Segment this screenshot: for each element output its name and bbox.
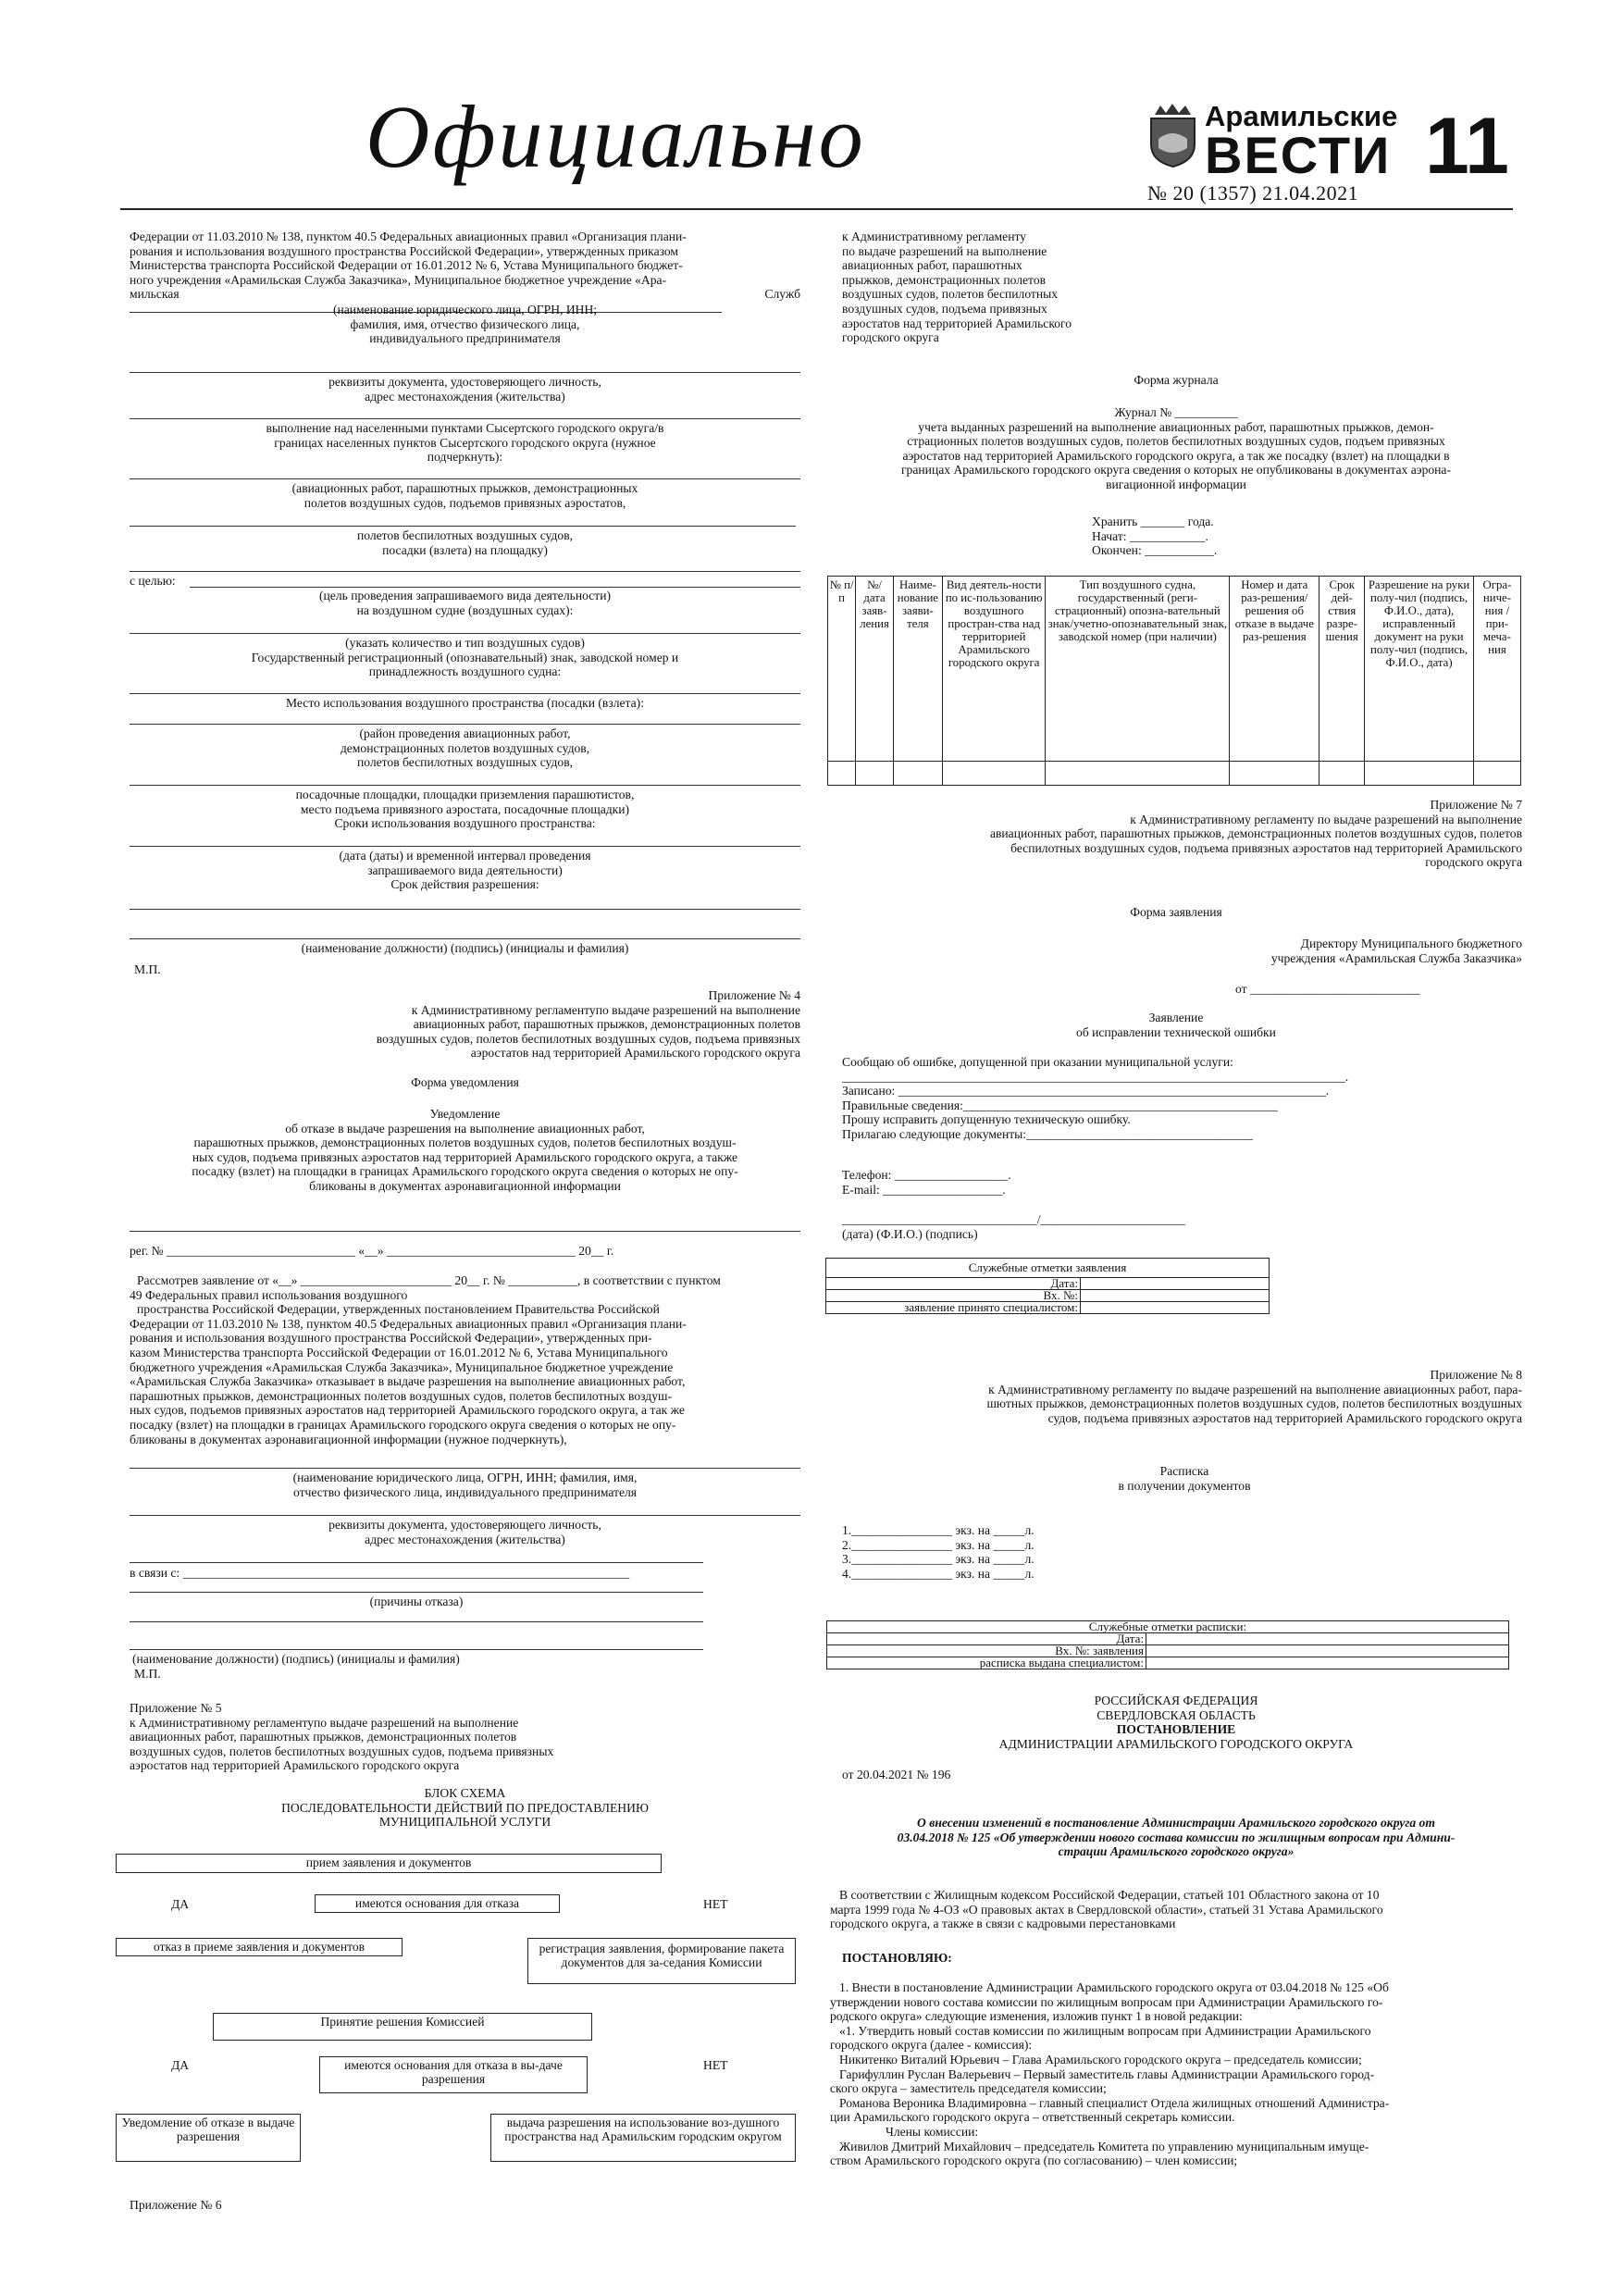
flow-receive: прием заявления и документов bbox=[116, 1854, 662, 1873]
brand-main: ВЕСТИ bbox=[1205, 126, 1392, 184]
issue-number: № 20 (1357) 21.04.2021 bbox=[1147, 181, 1359, 205]
flow-notice-refusal: Уведомление об отказе в выдаче разрешения bbox=[116, 2114, 301, 2162]
coat-of-arms-icon bbox=[1147, 102, 1198, 168]
receipt-rows: 1.________________ экз. на _____л. 2.________________ экз. на _____л. 3.________________ экз. на _____л. 4.________________ экз. на _____л. bbox=[842, 1523, 1035, 1581]
decree-preamble: В соответствии с Жилищным кодексом Российской Федерации, статьей 101 Областного закона от 10 марта 1999 года № 4-ОЗ «О правовых актах в Свердловской области», статьей 31 Устава Арамильского городского округа, а также в связи с кадровыми перестановками bbox=[830, 1888, 1383, 1931]
stamp-mark: М.П. bbox=[134, 962, 161, 976]
field-area: (район проведения авиационных работ, демонстрационных полетов воздушных судов, полетов беспилотных воздушных судов, bbox=[340, 726, 590, 770]
purpose-label: с целью: bbox=[130, 574, 176, 588]
journal-header-row: № п/п №/ дата заяв-ления Наиме-нование заяви-теля Вид деятель-ности по ис-пользованию воздушного простран-ства над территорией Арамильского городского округа Тип воздушного судна, государственный (реги-страционный) опозна-вательный знак/учетно-опознавательный знак, заводской номер (при наличии) Номер и дата раз-решения/ решения об отказе в выдаче раз-решения Срок дей-ствия разре-шения Разрешение на руки полу-чил (подпись, Ф.И.О., дата), исправленный документ на руки полу-чил (подпись, Ф.И.О., дата) Огра-ниче-ния /при-меча-ния bbox=[828, 577, 1521, 762]
field-applicant: (наименование юридического лица, ОГРН, ИНН; фамилия, имя, отчество физического лица, индивидуального предпринимателя bbox=[332, 303, 598, 346]
journal-form-label: Форма журнала bbox=[1134, 373, 1219, 387]
journal-table bbox=[827, 576, 1521, 786]
reasons-caption: (причины отказа) bbox=[369, 1595, 464, 1608]
notice-form-label: Форма уведомления bbox=[411, 1075, 519, 1089]
field-aircraft: (указать количество и тип воздушных судов) Государственный регистрационный (опознавательный) знак, заводской номер и принадлежность воздушного судна: bbox=[251, 636, 679, 679]
resolve-label: ПОСТАНОВЛЯЮ: bbox=[842, 1951, 952, 1965]
flow-issue-permit: выдача разрешения на использование воз-душного пространства над Арамильским городским округом bbox=[490, 2114, 796, 2162]
flow-decision: Принятие решения Комиссией bbox=[213, 2013, 592, 2041]
appendix-4: Приложение № 4 к Административному регламентупо выдаче разрешений на выполнение авиационных работ, парашютных прыжков, демонстрационных полетов воздушных судов, полетов беспилотных воздушных судов, подъема привязных аэростатов над территорией Арамильского городского округа bbox=[376, 988, 800, 1061]
reg-line: рег. № ______________________________ «__» ______________________________ 20__ г. bbox=[130, 1244, 614, 1258]
appendix-journal-ref: к Административному регламенту по выдаче разрешений на выполнение авиационных работ, парашютных прыжков, демонстрационных полетов воздушных судов, полетов беспилотных воздушных судов, подъема привязных аэростатов над территорией Арамильского городского округа bbox=[842, 230, 1072, 345]
contacts: Телефон: __________________. E-mail: ___________________. bbox=[842, 1168, 1011, 1197]
service-marks-table: Служебные отметки заявления Дата: Вх. №: заявление принято специалистом: bbox=[825, 1258, 1270, 1314]
statement-body: Сообщаю об ошибке, допущенной при оказании муниципальной услуги: ________________________________________________________________________________. Записано: ____________________________________________________________________. Правильные сведения:__________________________________________________ Прошу исправить допущенную техническую ошибку. Прилагаю следующие документы:____________________________________ bbox=[842, 1055, 1349, 1141]
journal-keep: Хранить _______ года. Начат: ____________. Окончен: ___________. bbox=[1092, 515, 1218, 558]
decree-title: О внесении изменений в постановление Администрации Арамильского городского округа от 03.04.2018 № 125 «Об утверждении нового состава комиссии по жилищным вопросам при Админи- страции Арамильского городского округа» bbox=[897, 1816, 1456, 1859]
intro-text: Федерации от 11.03.2010 № 138, пунктом 40.5 Федеральных авиационных правил «Организация плани- рования и использования воздушного пространства Российской Федерации», утвержденных приказом Министерства транспорта Российской Федерации от 16.01.2012 № 6, Устава Муниципального бюджет- ного учреждения «Арамильская Служба Заказчика», Муниципальное бюджетное учреждение «Ара- мильская Служб bbox=[130, 230, 800, 316]
field-signature: (наименование должности) (подпись) (инициалы и фамилия) bbox=[301, 941, 629, 955]
receipt-title: Расписка в получении документов bbox=[1118, 1464, 1251, 1493]
flow-no-2: НЕТ bbox=[703, 2058, 728, 2072]
appendix-8: Приложение № 8 к Административному регламенту по выдаче разрешений на выполнение авиационных работ, пара- шютных прыжков, демонстрационных полетов воздушных судов, полетов беспилотных воздушных судов, подъема привязных аэростатов над территорией Арамильского городского округа bbox=[986, 1368, 1522, 1425]
notice-body: Рассмотрев заявление от «__» ________________________ 20__ г. № ___________, в соответствии с пунктом 49 Федеральных правил использования воздушного пространства Российской Федерации, утвержденных постановлением Правительства Российской Федерации от 11.03.2010 № 138, пунктом 40.5 Федеральных авиационных правил «Организация плани- рования и использования воздушного пространства Российской Федерации», утвержденных при- казом Министерства транспорта Российской Федерации от 16.01.2012 № 6, Устава Муниципального бюджетного учреждения «Арамильская Служба Заказчика», Муниципальное бюджетное учреждение «Арамильская Служба Заказчика» отказывает в выдаче разрешения на выполнение авиационных работ, парашютных прыжков, демонстрационных полетов воздушных судов, полетов беспилотных воздуш- ных судов, подъемов привязных аэростатов над территорией Арамильского городского округа, а так же посадку (взлет) на площадки в границах Арамильского городского округа сведения о которых не опу- бликованы в документах аэронавигационной информации (нужное подчеркнуть), bbox=[130, 1273, 721, 1446]
receipt-marks-table: Служебные отметки расписки: Дата: Вх. №: заявления расписка выдана специалистом: bbox=[826, 1620, 1509, 1669]
section-title: Официально bbox=[365, 87, 866, 186]
field-works: (авиационных работ, парашютных прыжков, демонстрационных полетов воздушных судов, подъемов привязных аэростатов, bbox=[291, 481, 638, 510]
stamp-mark-2: М.П. bbox=[134, 1667, 161, 1681]
notice-signature: (наименование должности) (подпись) (инициалы и фамилия) bbox=[132, 1652, 460, 1666]
flow-yes-2: ДА bbox=[171, 2058, 190, 2072]
header-rule bbox=[120, 208, 1513, 210]
flow-refuse-accept: отказ в приеме заявления и документов bbox=[116, 1938, 403, 1956]
field-bvs: полетов беспилотных воздушных судов, посадки (взлета) на площадку) bbox=[356, 528, 574, 557]
field-dates: (дата (даты) и временной интервал проведения запрашиваемого вида деятельности) Срок действия разрешения: bbox=[339, 849, 591, 892]
signature-line: _______________________________/_______________________ bbox=[842, 1212, 1185, 1226]
addressee: Директору Муниципального бюджетного учреждения «Арамильская Служба Заказчика» bbox=[1270, 937, 1522, 965]
flow-yes: ДА bbox=[171, 1897, 190, 1911]
journal-empty-row bbox=[828, 762, 1521, 786]
field-identity: реквизиты документа, удостоверяющего личность, адрес местонахождения (жительства) bbox=[328, 375, 601, 403]
flow-grounds: имеются основания для отказа bbox=[315, 1894, 560, 1913]
from-line: от ___________________________ bbox=[1235, 982, 1420, 996]
notice-field-identity: реквизиты документа, удостоверяющего личность, адрес местонахождения (жительства) bbox=[328, 1518, 601, 1546]
field-place: Место использования воздушного пространства (посадки (взлета): bbox=[286, 696, 644, 710]
brand-top: Арамильские bbox=[1205, 100, 1398, 132]
notice-title: Уведомление об отказе в выдаче разрешения на выполнение авиационных работ, парашютных прыжков, демонстрационных полетов воздушных судов, полетов беспилотных воздуш- ных судов, подъема привязных аэростатов над территорией Арамильского городского округа, а также посадку (взлет) на площадки в границах Арамильского городского округа сведения о которых не опу- бликованы в документах аэронавигационной информации bbox=[192, 1107, 738, 1193]
flow-no: НЕТ bbox=[703, 1897, 728, 1911]
page-number: 11 bbox=[1425, 102, 1509, 191]
appendix-5: Приложение № 5 к Административному регламентупо выдаче разрешений на выполнение авиационных работ, парашютных прыжков, демонстрационных полетов воздушных судов, полетов беспилотных воздушных судов, подъема привязных аэростатов над территорией Арамильского городского округа bbox=[130, 1701, 554, 1773]
flow-register: регистрация заявления, формирование пакета документов для за-седания Комиссии bbox=[527, 1938, 796, 1984]
field-over-settlements: выполнение над населенными пунктами Сысертского городского округа/в границах населенных пунктов Сысертского городского округа (нужное подчеркнуть): bbox=[266, 421, 664, 465]
appendix-7: Приложение № 7 к Административному регламенту по выдаче разрешений на выполнение авиационных работ, парашютных прыжков, демонстрационных полетов воздушных судов, полетов беспилотных воздушных судов, подъема привязных аэростатов над территорией Арамильского городского округа bbox=[989, 798, 1522, 870]
appendix-6-label: Приложение № 6 bbox=[130, 2198, 222, 2212]
notice-field-applicant: (наименование юридического лица, ОГРН, ИНН; фамилия, имя, отчество физического лица, индивидуального предпринимателя bbox=[292, 1471, 638, 1499]
in-connection-line: в связи с: _______________________________________________________________________ bbox=[130, 1566, 630, 1580]
decree-header: РОССИЙСКАЯ ФЕДЕРАЦИЯ СВЕРДЛОВСКАЯ ОБЛАСТЬ ПОСТАНОВЛЕНИЕ АДМИНИСТРАЦИИ АРАМИЛЬСКОГО ГОРОДСКОГО ОКРУГА bbox=[998, 1694, 1354, 1751]
flow-grounds-2: имеются основания для отказа в вы-даче разрешения bbox=[319, 2056, 588, 2093]
statement-title: Заявление об исправлении технической ошибки bbox=[1076, 1011, 1276, 1039]
decree-body: 1. Внести в постановление Администрации Арамильского городского округа от 03.04.2018 № 125 «Об утверждении нового состава комиссии по жилищным вопросам при Администрации Арамильского го- родского округа» следующие изменения, изложив пункт 1 в новой редакции: «1. Утвердить новый состав комиссии по жилищным вопросам при Администрации Арамильского городского округа (далее - комиссия): Никитенко Виталий Юрьевич – Глава Арамильского городского округа – председатель комиссии; Гарифуллин Руслан Валерьевич – Первый заместитель главы Администрации Арамильского город- ского округа – заместитель председателя комиссии; Романова Вероника Владимировна – главный специалист Отдела жилищных отношений Администра- ции Арамильского городского округа – ответственный секретарь комиссии. Члены комиссии: Живилов Дмитрий Михайлович – председатель Комитета по управлению муниципальным имуще- ством Арамильского городского округа (по согласованию) – член комиссии; bbox=[830, 1980, 1390, 2168]
block-scheme-title: БЛОК СХЕМА ПОСЛЕДОВАТЕЛЬНОСТИ ДЕЙСТВИЙ ПО ПРЕДОСТАВЛЕНИЮ МУНИЦИПАЛЬНОЙ УСЛУГИ bbox=[281, 1786, 649, 1830]
journal-title: Журнал № __________ учета выданных разрешений на выполнение авиационных работ, парашютных прыжков, демон- страционных полетов воздушных судов, полетов беспилотных воздушных судов, подъем привязных аэростатов над территорией Арамильского городского округа, а так же посадку (взлет) на площадки в границах Арамильского городского округа сведения о которых не опубликованы в документах аэрона- вигационной информации bbox=[900, 405, 1451, 491]
decree-date: от 20.04.2021 № 196 bbox=[842, 1768, 951, 1781]
field-purpose: (цель проведения запрашиваемого вида деятельности) на воздушном судне (воздушных судах): bbox=[318, 589, 612, 617]
field-sites: посадочные площадки, площадки приземления парашютистов, место подъема привязного аэростата, посадочные площадки) Сроки использования воздушного пространства: bbox=[295, 788, 635, 831]
application-form-label: Форма заявления bbox=[1130, 905, 1222, 919]
signature-caption: (дата) (Ф.И.О.) (подпись) bbox=[842, 1227, 978, 1241]
